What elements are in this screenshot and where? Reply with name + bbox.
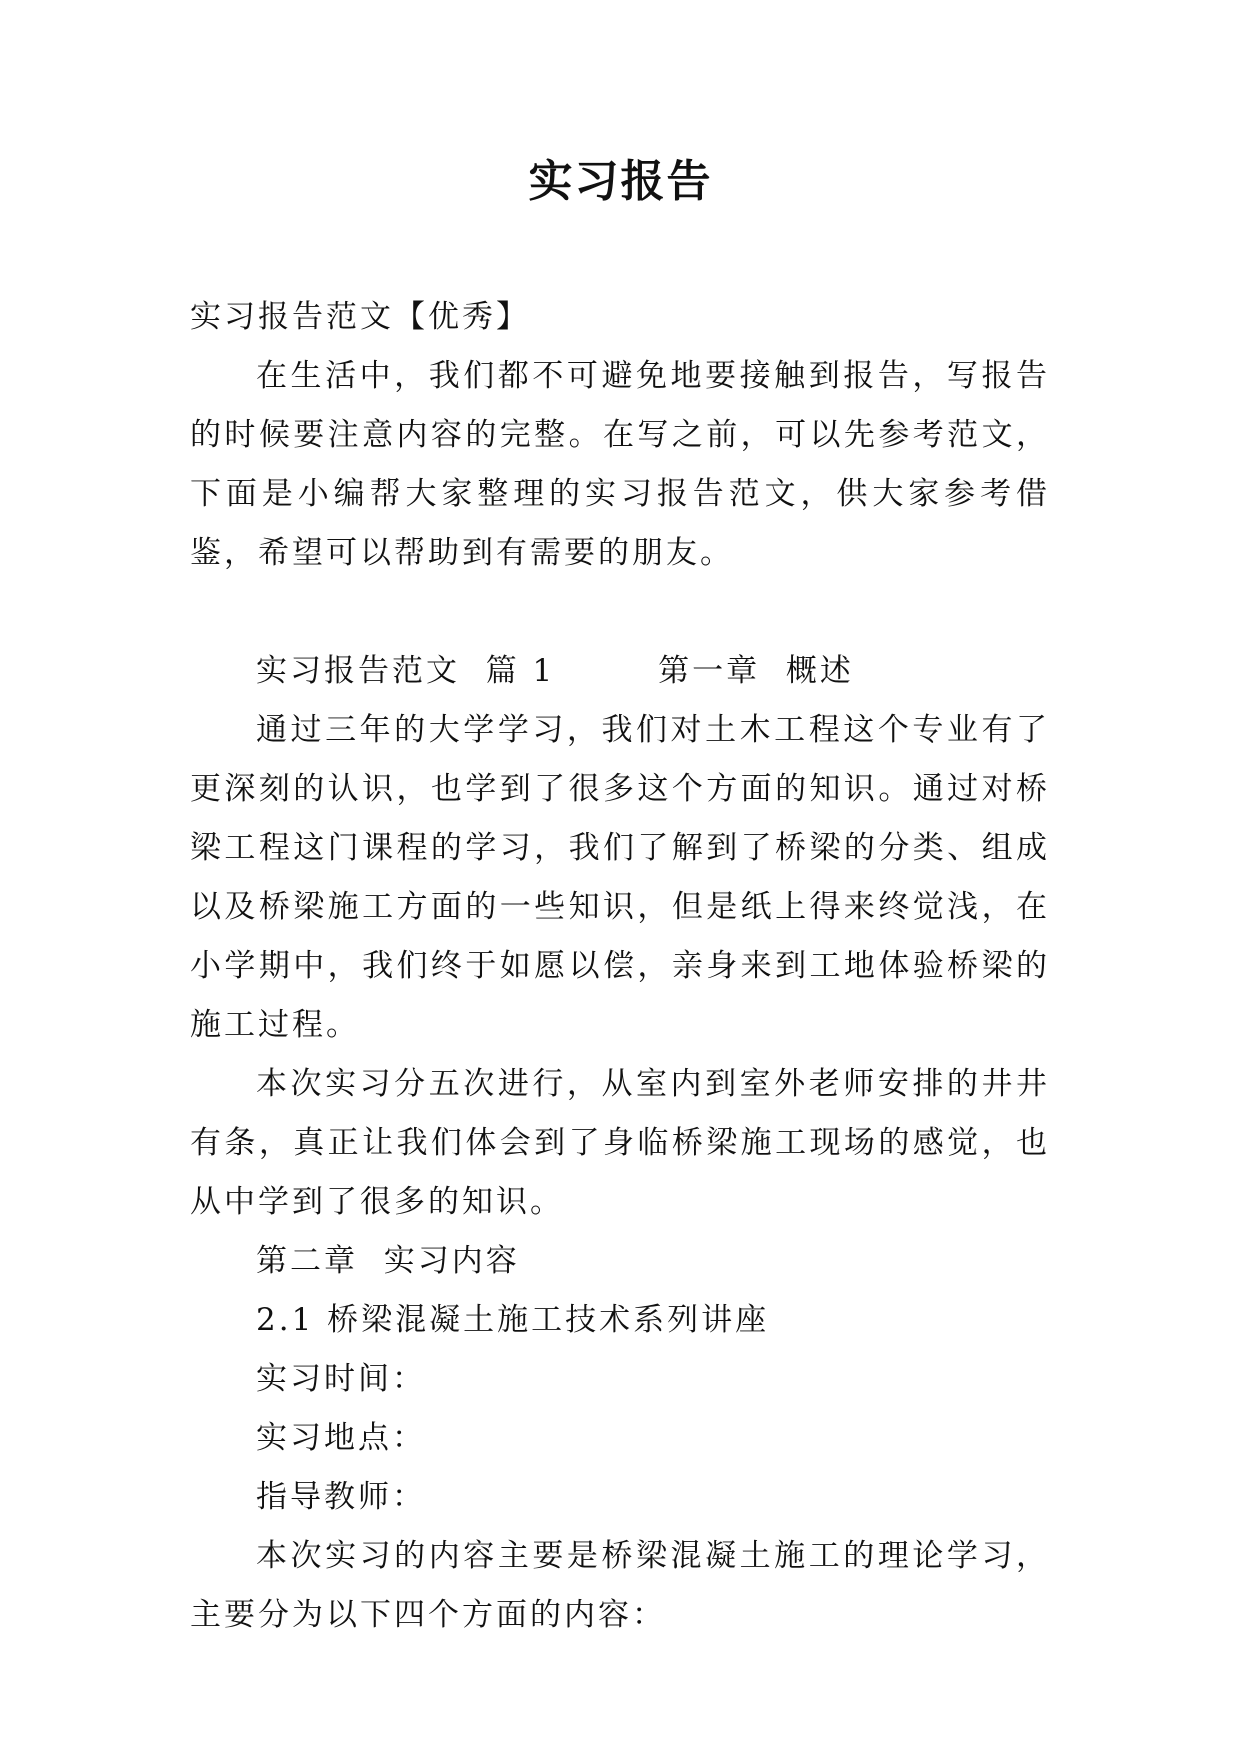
place-label: 实习地点： bbox=[256, 1420, 426, 1456]
subtitle: 实习报告范文【优秀】 bbox=[190, 299, 530, 335]
paragraph-gap bbox=[190, 583, 1050, 642]
chapter-2-heading: 第二章 实习内容 bbox=[256, 1243, 520, 1279]
paragraph-2: 本次实习分五次进行，从室内到室外老师安排的井井有条，真正让我们体会到了身临桥梁施工现场的感觉，也从中学到了很多的知识。 bbox=[190, 1066, 1050, 1220]
teacher-label: 指导教师： bbox=[256, 1479, 426, 1515]
intro-paragraph: 在生活中，我们都不可避免地要接触到报告，写报告的时候要注意内容的完整。在写之前，可以先参考范文，下面是小编帮大家整理的实习报告范文，供大家参考借鉴，希望可以帮助到有需要的朋友。 bbox=[190, 358, 1050, 571]
section-2-1-heading: 2.1 桥梁混凝土施工技术系列讲座 bbox=[256, 1302, 770, 1338]
time-label: 实习时间： bbox=[256, 1361, 426, 1397]
paragraph-3: 本次实习的内容主要是桥梁混凝土施工的理论学习，主要分为以下四个方面的内容： bbox=[190, 1538, 1050, 1633]
document-body bbox=[190, 288, 1050, 1645]
section-heading: 实习报告范文 篇 1 第一章 概述 bbox=[256, 653, 854, 689]
document-title: 实习报告 bbox=[528, 156, 713, 207]
paragraph-1: 通过三年的大学学习，我们对土木工程这个专业有了更深刻的认识，也学到了很多这个方面的知识。通过对桥梁工程这门课程的学习，我们了解到了桥梁的分类、组成以及桥梁施工方面的一些知识，但是纸上得来终觉浅，在小学期中，我们终于如愿以偿，亲身来到工地体验桥梁的施工过程。 bbox=[190, 712, 1050, 1043]
